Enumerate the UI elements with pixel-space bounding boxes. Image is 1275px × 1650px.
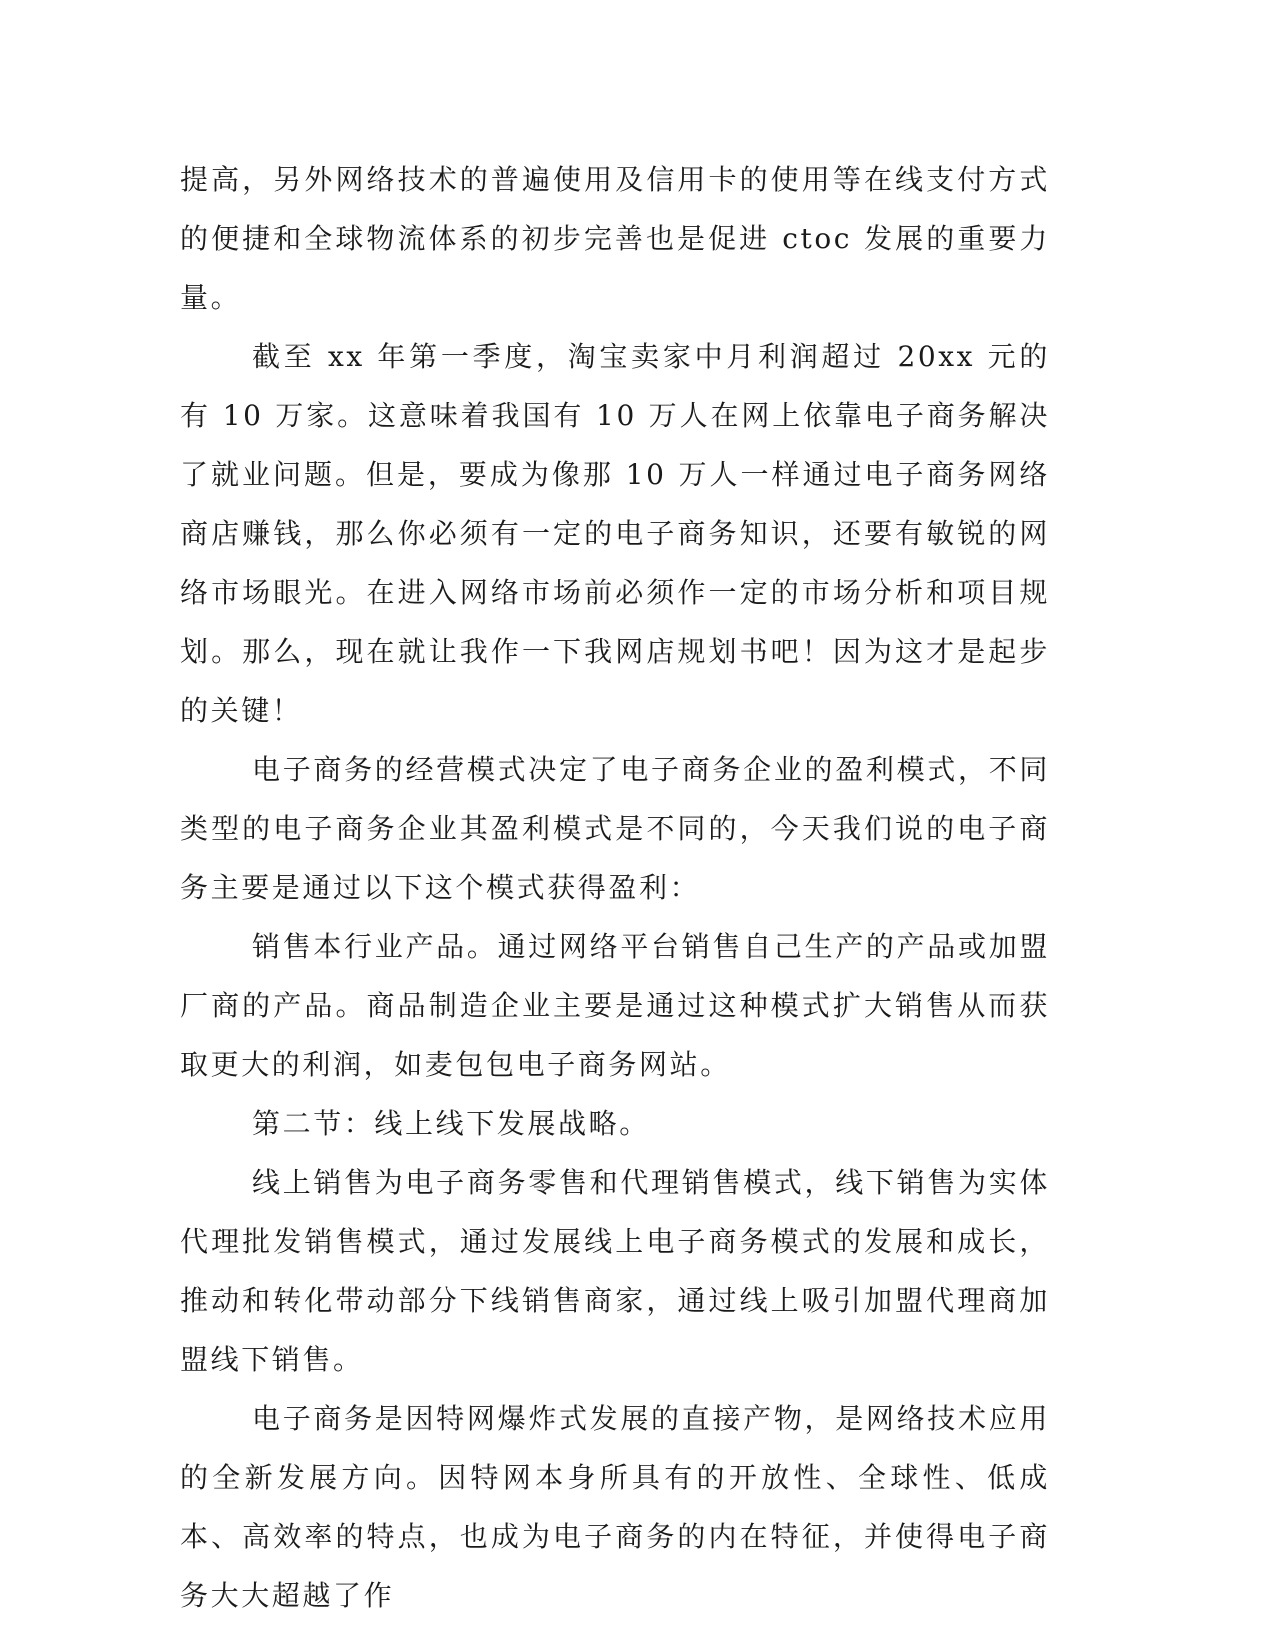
paragraph-2: 截至 xx 年第一季度，淘宝卖家中月利润超过 20xx 元的有 10 万家。这意味着我国有 10 万人在网上依靠电子商务解决了就业问题。但是，要成为像那 10 万人一样通过电子商务网络商店赚钱，那么你必须有一定的电子商务知识，还要有敏锐的网络市场眼光。在进入网络市场前必须作一定的市场分析和项目规划。那么，现在就让我作一下我网店规划书吧！因为这才是起步的关键！ <box>180 340 1050 727</box>
paragraph-5: 线上销售为电子商务零售和代理销售模式，线下销售为实体代理批发销售模式，通过发展线上电子商务模式的发展和成长，推动和转化带动部分下线销售商家，通过线上吸引加盟代理商加盟线下销售。 <box>180 1166 1050 1376</box>
paragraph-6: 电子商务是因特网爆炸式发展的直接产物，是网络技术应用的全新发展方向。因特网本身所具有的开放性、全球性、低成本、高效率的特点，也成为电子商务的内在特征，并使得电子商务大大超越了作 <box>180 1402 1050 1612</box>
document-body <box>180 150 1050 1625</box>
paragraph-1: 提高，另外网络技术的普遍使用及信用卡的使用等在线支付方式的便捷和全球物流体系的初步完善也是促进 ctoc 发展的重要力量。 <box>180 163 1050 314</box>
section-heading: 第二节：线上线下发展战略。 <box>252 1107 650 1140</box>
paragraph-4: 销售本行业产品。通过网络平台销售自己生产的产品或加盟厂商的产品。商品制造企业主要是通过这种模式扩大销售从而获取更大的利润，如麦包包电子商务网站。 <box>180 930 1050 1081</box>
paragraph-3: 电子商务的经营模式决定了电子商务企业的盈利模式，不同类型的电子商务企业其盈利模式是不同的，今天我们说的电子商务主要是通过以下这个模式获得盈利： <box>180 753 1050 904</box>
